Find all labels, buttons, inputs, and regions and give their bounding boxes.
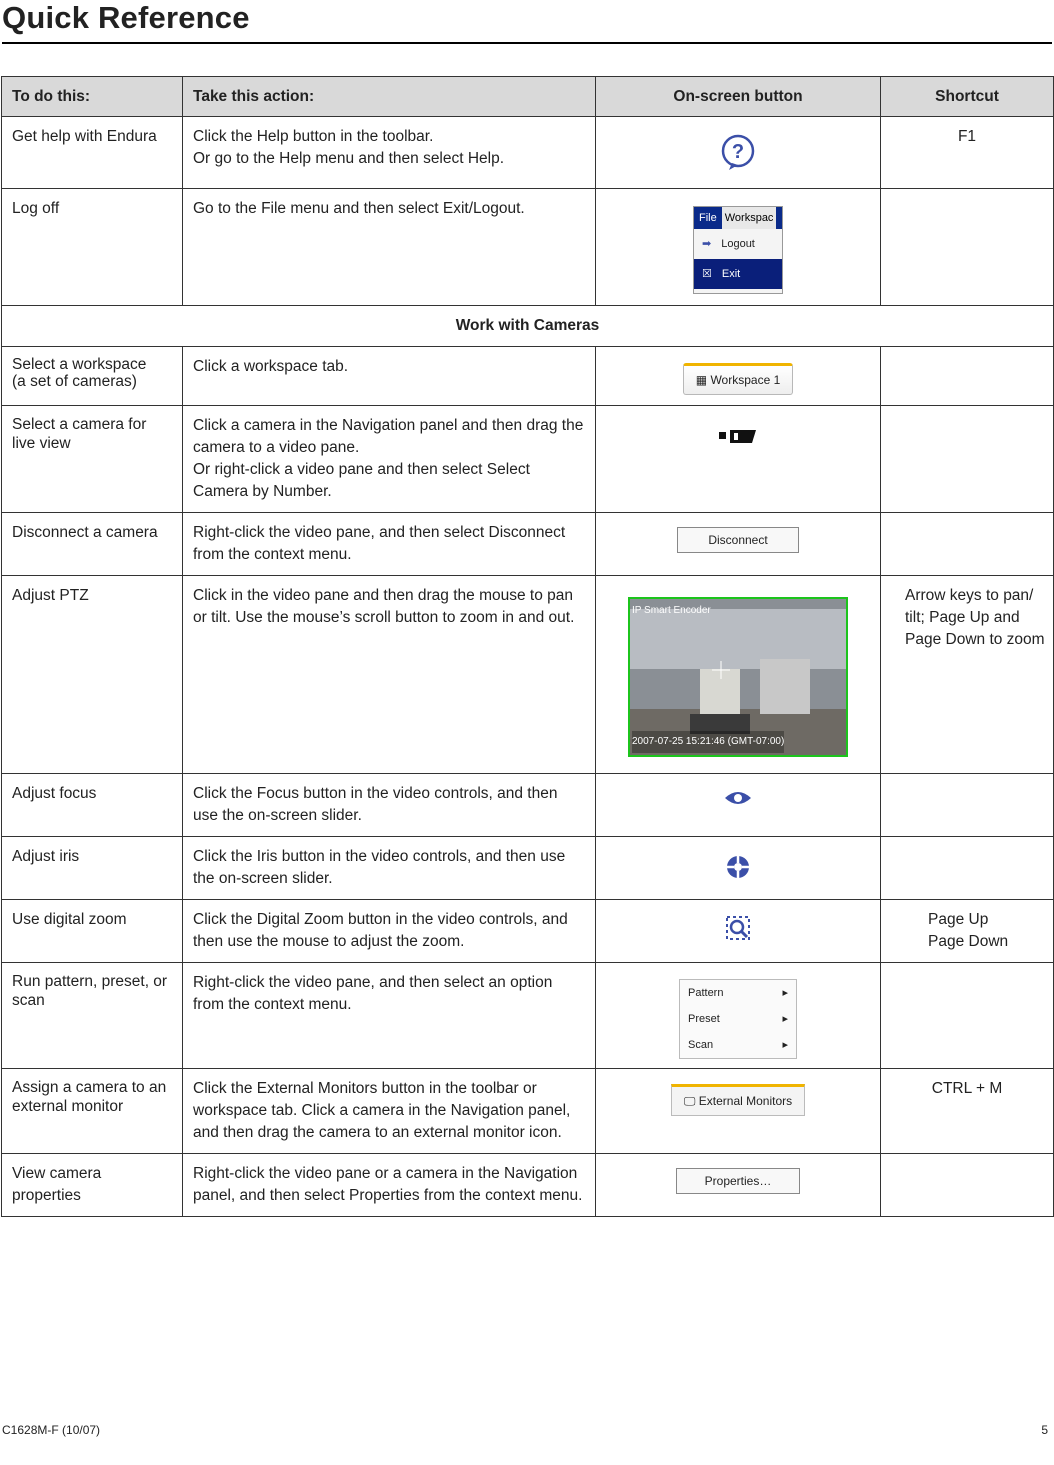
camera-icon[interactable] bbox=[718, 427, 758, 445]
file-menu-screenshot bbox=[693, 206, 783, 294]
help-icon[interactable] bbox=[720, 134, 756, 172]
action-cell: Click in the video pane and then drag the mouse to pan or tilt. Use the mouse’s scroll button to zoom in and out. bbox=[183, 576, 596, 774]
button-cell bbox=[596, 117, 881, 189]
shortcut-text: Page Down bbox=[928, 933, 1009, 950]
shortcut-cell bbox=[881, 513, 1054, 576]
task-text: Select a workspace bbox=[12, 356, 147, 373]
page-title: Quick Reference bbox=[2, 0, 250, 35]
action-cell: Click the Iris button in the video controls, and then use the on-screen slider. bbox=[183, 837, 596, 900]
action-cell bbox=[183, 117, 596, 189]
header-row bbox=[2, 77, 1054, 117]
table-row bbox=[2, 1154, 1054, 1217]
table-row bbox=[2, 117, 1054, 189]
button-cell bbox=[596, 406, 881, 513]
file-menu[interactable]: File bbox=[699, 212, 717, 224]
context-menu bbox=[679, 979, 797, 1059]
shortcut-cell: CTRL + M bbox=[881, 1069, 1054, 1154]
workspace-menu[interactable]: Workspac bbox=[722, 207, 777, 229]
button-cell bbox=[596, 189, 881, 306]
task-cell bbox=[2, 347, 183, 406]
shortcut-cell: Arrow keys to pan/ tilt; Page Up and Page Down to zoom bbox=[881, 576, 1054, 774]
action-cell: Click the External Monitors button in the toolbar or workspace tab. Click a camera in the Navigation panel, and then drag the camera to an external monitor icon. bbox=[183, 1069, 596, 1154]
button-cell bbox=[596, 1154, 881, 1217]
monitor-icon: 🖵 bbox=[683, 1094, 696, 1108]
shortcut-cell bbox=[881, 900, 1054, 963]
shortcut-text: Page Up bbox=[928, 911, 989, 928]
disconnect-button[interactable]: Disconnect bbox=[677, 527, 798, 553]
document-code: C1628M-F (10/07) bbox=[2, 1423, 101, 1437]
task-cell: Adjust focus bbox=[2, 774, 183, 837]
logout-icon: ➡ bbox=[702, 238, 712, 250]
button-cell bbox=[596, 774, 881, 837]
iris-icon[interactable] bbox=[725, 854, 751, 880]
focus-icon[interactable] bbox=[723, 789, 753, 807]
task-cell: Select a camera for live view bbox=[2, 406, 183, 513]
action-cell: Click the Digital Zoom button in the video controls, and then use the mouse to adjust the zoom. bbox=[183, 900, 596, 963]
menu-bar bbox=[694, 207, 782, 229]
crosshair-icon bbox=[712, 661, 730, 679]
action-cell: Right-click the video pane, and then select Disconnect from the context menu. bbox=[183, 513, 596, 576]
context-menu-item[interactable] bbox=[680, 1006, 796, 1032]
action-cell: Go to the File menu and then select Exit/Logout. bbox=[183, 189, 596, 306]
close-icon: ☒ bbox=[702, 268, 712, 280]
action-text: Click a camera in the Navigation panel and then drag the camera to a video pane. bbox=[193, 417, 584, 456]
task-cell: Disconnect a camera bbox=[2, 513, 183, 576]
external-monitors-button[interactable] bbox=[671, 1084, 805, 1116]
action-text: Or go to the Help menu and then select Help. bbox=[193, 150, 505, 167]
logout-menu-item[interactable] bbox=[694, 229, 782, 259]
quick-reference-table bbox=[1, 76, 1054, 1217]
chevron-right-icon: ▸ bbox=[782, 1013, 788, 1025]
table-row bbox=[2, 1069, 1054, 1154]
page-number: 5 bbox=[1041, 1423, 1048, 1437]
shortcut-cell bbox=[881, 774, 1054, 837]
button-cell bbox=[596, 900, 881, 963]
action-text: Click the Help button in the toolbar. bbox=[193, 128, 434, 145]
task-text: (a set of cameras) bbox=[12, 373, 137, 390]
action-cell: Click a workspace tab. bbox=[183, 347, 596, 406]
table-row bbox=[2, 963, 1054, 1069]
video-timestamp: 2007-07-25 15:21:46 (GMT-07:00) bbox=[632, 731, 784, 753]
shortcut-cell bbox=[881, 406, 1054, 513]
zoom-icon[interactable] bbox=[725, 915, 751, 941]
shortcut-cell bbox=[881, 963, 1054, 1069]
table-row bbox=[2, 513, 1054, 576]
section-row bbox=[2, 306, 1054, 347]
chevron-right-icon: ▸ bbox=[782, 1039, 788, 1051]
task-cell: Adjust iris bbox=[2, 837, 183, 900]
table-row bbox=[2, 406, 1054, 513]
table-row bbox=[2, 900, 1054, 963]
button-cell bbox=[596, 837, 881, 900]
task-cell: Assign a camera to an external monitor bbox=[2, 1069, 183, 1154]
button-cell bbox=[596, 513, 881, 576]
button-cell bbox=[596, 1069, 881, 1154]
task-cell: Run pattern, preset, or scan bbox=[2, 963, 183, 1069]
video-caption: IP Smart Encoder bbox=[632, 605, 711, 616]
header-button: On-screen button bbox=[596, 77, 881, 117]
logout-label: Logout bbox=[721, 238, 755, 250]
table-row bbox=[2, 347, 1054, 406]
shortcut-cell: F1 bbox=[881, 117, 1054, 189]
exit-menu-item[interactable] bbox=[694, 259, 782, 289]
menu-item-label: Preset bbox=[688, 1013, 720, 1025]
header-shortcut: Shortcut bbox=[881, 77, 1054, 117]
task-cell: View camera properties bbox=[2, 1154, 183, 1217]
action-cell: Click the Focus button in the video controls, and then use the on-screen slider. bbox=[183, 774, 596, 837]
shortcut-cell bbox=[881, 1154, 1054, 1217]
properties-button[interactable]: Properties… bbox=[676, 1168, 801, 1194]
action-cell: Right-click the video pane, and then select an option from the context menu. bbox=[183, 963, 596, 1069]
svg-text:?: ? bbox=[731, 141, 745, 163]
title-rule bbox=[2, 42, 1052, 44]
section-title: Work with Cameras bbox=[2, 306, 1054, 347]
shortcut-cell bbox=[881, 837, 1054, 900]
header-action: Take this action: bbox=[183, 77, 596, 117]
button-cell bbox=[596, 576, 881, 774]
menu-item-label: Pattern bbox=[688, 987, 724, 999]
action-cell bbox=[183, 406, 596, 513]
table-row bbox=[2, 189, 1054, 306]
task-cell: Use digital zoom bbox=[2, 900, 183, 963]
shortcut-cell bbox=[881, 347, 1054, 406]
header-task: To do this: bbox=[2, 77, 183, 117]
workspace-icon: ▦ bbox=[695, 373, 708, 387]
context-menu-item[interactable] bbox=[680, 1032, 796, 1058]
table-row bbox=[2, 837, 1054, 900]
action-text: Or right-click a video pane and then select Select Camera by Number. bbox=[193, 461, 530, 500]
exit-label: Exit bbox=[721, 268, 741, 280]
menu-item-label: Scan bbox=[688, 1039, 714, 1051]
table-row bbox=[2, 576, 1054, 774]
workspace-tab[interactable] bbox=[683, 363, 794, 395]
task-cell: Get help with Endura bbox=[2, 117, 183, 189]
table-row bbox=[2, 774, 1054, 837]
button-cell bbox=[596, 963, 881, 1069]
video-pane[interactable] bbox=[628, 597, 848, 757]
button-cell bbox=[596, 347, 881, 406]
chevron-right-icon: ▸ bbox=[782, 987, 788, 999]
action-cell: Right-click the video pane or a camera in the Navigation panel, and then select Properties from the context menu. bbox=[183, 1154, 596, 1217]
context-menu-item[interactable] bbox=[680, 980, 796, 1006]
workspace-tab-label: Workspace 1 bbox=[710, 373, 781, 387]
external-monitors-label: External Monitors bbox=[698, 1094, 793, 1108]
task-cell: Adjust PTZ bbox=[2, 576, 183, 774]
task-cell: Log off bbox=[2, 189, 183, 306]
video-cubicle bbox=[760, 659, 810, 714]
shortcut-cell bbox=[881, 189, 1054, 306]
